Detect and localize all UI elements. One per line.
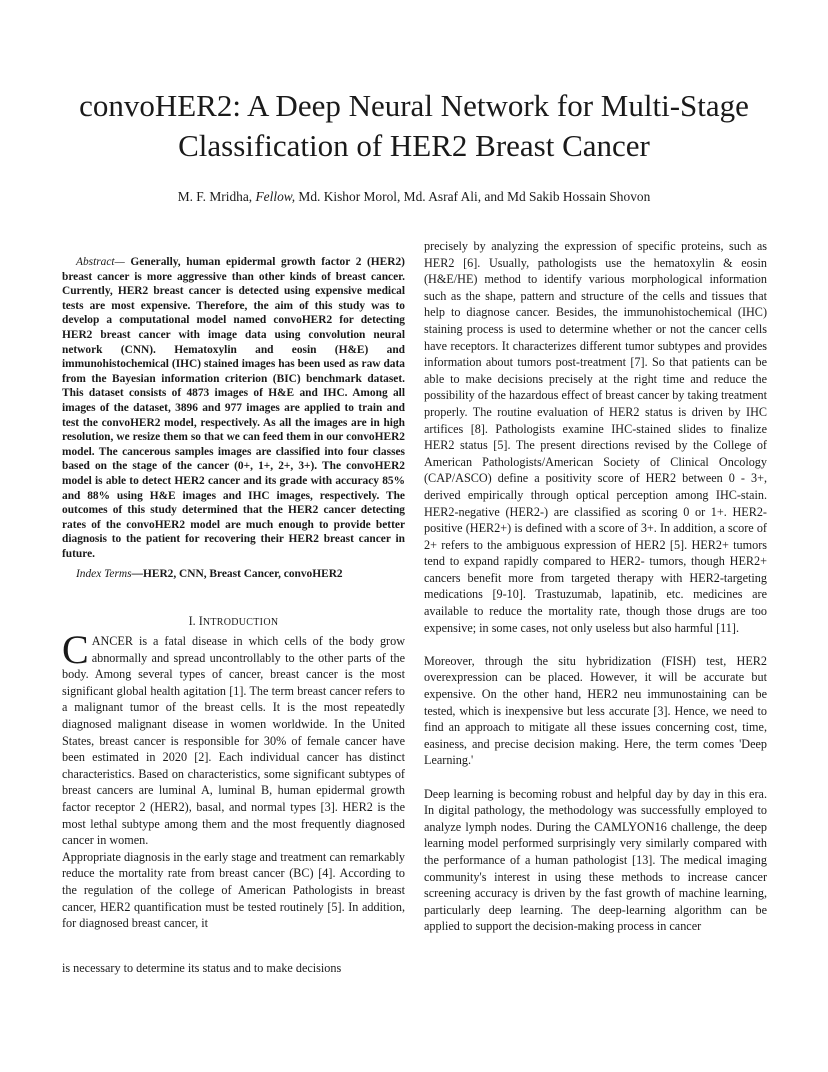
- right-paragraph-1: precisely by analyzing the expression of specific proteins, such as HER2 [6]. Usually, pathologists use the hematoxylin & eosin (H&E/HE) method to identify various morphological information such as the shape, pattern and structure of the cells and tissues that help to diagnose cancer. Besides, the immunohistochemical (IHC) staining process is used to determine whether or not the cancer cells have receptors. It characterizes different tumor subtypes and provides information about tumors post-treatment [7]. So that patients can be able to make decisions precisely at the right time and reduce the possibility of the hazardous effect of breast cancer by taking treatment properly. The routine evaluation of HER2 status is driven by IHC artifices [8]. Pathologists examine IHC-stained slides to finalize HER2 status [5]. The present directions revised by the College of American Pathologists/American Society of Clinical Oncology (CAP/ASCO) define a positivity score of HER2 between 0 - 3+, derived empirically through optical perception among IHC-stain. HER2-negative (HER2-) are classified as scoring 0 or 1+. HER2-positive (HER2+) is defined with a score of 3+. In addition, a score of 2+ refers to the ambiguous expression of HER2 [5]. HER2+ tumors tend to expand rapidly compared to HER2- tumors, though HER2+ cancers benefit more from targeted therapy with HER2-targeting medications [9-10]. Trastuzumab, lapatinib, etc. medicines are available to reduce the mortality rate, though those drugs are too expensive; in some cases, not only useless but also harmful [11].: [424, 239, 767, 635]
- author-list: [60, 188, 768, 206]
- index-terms: [62, 567, 405, 582]
- intro-column-tail: [62, 960, 405, 977]
- intro-paragraph-2: Appropriate diagnosis in the early stage and treatment can remarkably reduce the mortality rate from breast cancer (BC) [4]. According to the regulation of the college of American Pathologists in breast cancer, HER2 quantification must be tested routinely [5]. In addition, for diagnosed breast cancer, it: [62, 849, 405, 931]
- author-rest: Md. Kishor Morol, Md. Asraf Ali, and Md Sakib Hossain Shovon: [298, 189, 651, 204]
- drop-cap: C: [62, 627, 89, 672]
- right-paragraph-2: Moreover, through the situ hybridization (FISH) test, HER2 overexpression can be placed. However, it will be accurate but expensive. On the other hand, HER2 neu immunostaining can be tested, which is inexpensive but less accurate [3]. Hence, we need to find an approach to mitigate all these issues concerning cost, time, easiness, and precise decision making. Here, the term comes 'Deep Learning.': [424, 653, 767, 768]
- section-heading-introduction: [62, 613, 405, 631]
- introduction-body: [62, 627, 405, 932]
- right-paragraph-3: Deep learning is becoming robust and helpful day by day in this era. In digital pathology, the methodology was successfully employed to analyze lymph nodes. During the CAMLYON16 challenge, the deep learning model performed surprisingly very similarly compared with the performance of a human pathologist [13]. The medical imaging community's interest in using these methods to increase cancer screening accuracy is driven by the fast growth of machine learning, particularly deep learning. The deep-learning algorithm can be applied to support the decision-making process in cancer: [424, 786, 767, 934]
- section-number: I.: [188, 614, 196, 628]
- abstract-lead: Abstract—: [76, 256, 125, 268]
- author-first-role: Fellow,: [255, 189, 296, 204]
- intro-paragraph-1: [62, 627, 405, 849]
- paragraph-gap: [424, 636, 767, 653]
- intro-paragraph-1-text: ANCER is a fatal disease in which cells of the body grow abnormally and spread uncontrollably to the other parts of the body. Among several types of cancer, breast cancer is the most significant global health agitation [1]. The term breast cancer refers to a malignant tumor of the breast cells. It is the most repeatedly diagnosed malignant disease in women worldwide. In the United States, breast cancer is responsible for 30% of female cancer have been estimated in 2020 [2]. Each individual cancer has distinct characteristics. Based on characteristics, some significant subtypes of breast cancers are luminal A, luminal B, human epidermal growth factor receptor 2 (HER2), basal, and normal types [3]. HER2 is the most lethal subtype among them and the most frequently diagnosed cancer in women.: [62, 634, 405, 848]
- right-column: [424, 238, 767, 935]
- intro-paragraph-2-continued: is necessary to determine its status and to make decisions: [62, 961, 342, 975]
- section-title-initial: I: [198, 614, 203, 628]
- index-terms-lead: Index Terms: [76, 568, 132, 580]
- paragraph-gap: [424, 769, 767, 786]
- index-terms-text: —HER2, CNN, Breast Cancer, convoHER2: [131, 568, 343, 580]
- abstract: [62, 255, 405, 561]
- section-title-rest: NTRODUCTION: [202, 617, 279, 628]
- author-first: M. F. Mridha,: [177, 189, 253, 204]
- paper-title: convoHER2: A Deep Neural Network for Multi-Stage Classification of HER2 Breast Cancer: [79, 88, 749, 163]
- abstract-text: Generally, human epidermal growth factor 2 (HER2) breast cancer is more aggressive than other kinds of breast cancer. Currently, HER2 breast cancer is detected using expensive medical tests are most expensive. Therefore, the aim of this study was to develop a computational model named convoHER2 for detecting HER2 breast cancer with image data using convolution neural network (CNN). Hematoxylin and eosin (H&E) and immunohistochemical (IHC) stained images has been used as raw data from the Bayesian information criterion (BIC) benchmark dataset. This dataset consists of 4873 images of H&E and IHC. Among all images of the dataset, 3896 and 977 images are applied to train and test the convoHER2 model, respectively. As all the images are in high resolution, we resize them so that we can feed them in our convoHER2 model. The cancerous samples images are classified into four classes based on the stage of the cancer (0+, 1+, 2+, 3+). The convoHER2 model is able to detect HER2 cancer and its grade with accuracy 85% and 88% using H&E images and IHC images, respectively. The outcomes of this study determined that the HER2 cancer detecting rates of the convoHER2 model are much enough to provide better diagnosis to the patient for recovering their HER2 breast cancer in future.: [62, 256, 405, 560]
